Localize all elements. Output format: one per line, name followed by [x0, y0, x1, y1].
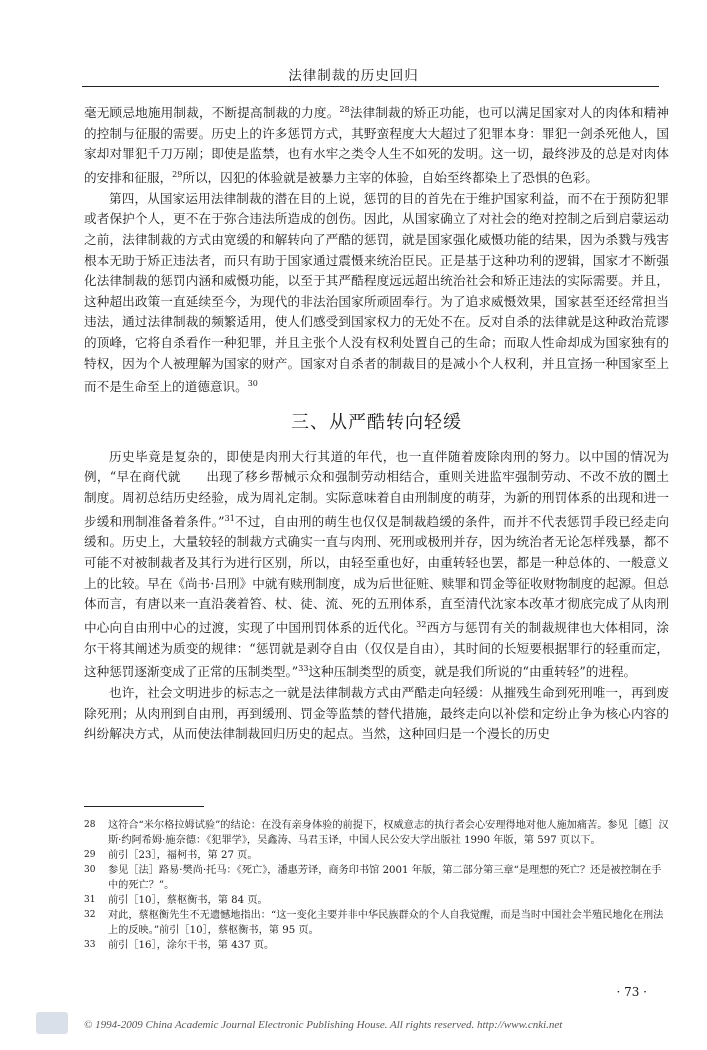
footnote-number: 29	[84, 850, 96, 860]
footnote	[84, 908, 669, 938]
footnote-text: 前引［10］，蔡枢衡书，第 84 页。	[108, 895, 268, 906]
text-run: 法律制裁的矫正功能，也可以满足国家对人的肉体和精神的控制与征服的需要。历史上的许多惩罚方式，其野蛮程度大大超过了犯罪本身：罪犯一剑杀死他人，国家却对罪犯千刀万剐；即使是监禁，也有水牢之类令人生不如死的发明。这一切，最终涉及的总是对肉体的安排和征服，	[84, 105, 670, 186]
footnote-number: 33	[84, 940, 96, 950]
footnote	[84, 938, 669, 953]
footnote-ref[interactable]: 33	[298, 664, 309, 674]
footnote	[84, 848, 669, 863]
footnote-text: 对此，蔡枢衡先生不无遗憾地指出：“这一变化主要并非中华民族群众的个人自我觉醒，而是当时中国社会半殖民地化在刑法上的反映。”前引［10］，蔡枢衡书，第 95 页。	[108, 910, 664, 936]
footnote-rule	[84, 806, 204, 807]
footnote-ref[interactable]: 31	[224, 513, 235, 523]
footnote-text: 参见［法］路易·樊尚·托马：《死亡》，潘惠芳译，商务印书馆 2001 年版，第二部分第三章“是理想的死亡？还是被控制在手中的死亡？”。	[108, 865, 662, 891]
footnote-ref[interactable]: 32	[416, 619, 427, 629]
footnote-ref[interactable]: 28	[339, 105, 350, 114]
article-body	[84, 100, 669, 745]
text-run: 第四，从国家运用法律制裁的潜在目的上说，惩罚的目的首先在于维护国家利益，而不在于预防犯罪或者保护个人，更不在于弥合违法所造成的创伤。因此，从国家确立了对社会的绝对控制之后到启蒙运动之前，法律制裁的方式由宽缓的和解转向了严酷的惩罚，就是国家强化威慑功能的结果，因为杀戮与残害根本无助于矫正违法者，而只有助于国家通过震慑来统治臣民。正是基于这种功利的逻辑，国家才不断强化法律制裁的惩罚内涵和威慑功能，以至于其严酷程度远远超出统治社会和矫正违法的实际需要。并且，这种超出政策一直延续至今，为现代的非法治国家所顽固奉行。为了追求威慑效果，国家甚至还经常担当违法，通过法律制裁的频繁适用，使人们感受到国家权力的无处不在。反对自杀的法律就是这种政治荒谬的顶峰，它将自杀看作一种犯罪，并且主张个人没有权利处置自己的生命；而取人性命却成为国家独有的特权，因为个人被理解为国家的财产。国家对自杀者的制裁目的是减小个人权利，并且宣扬一种国家至上而不是生命至上的道德意识。	[84, 190, 669, 395]
header-rule	[82, 86, 659, 87]
text-run: 历史毕竟是复杂的，即使是肉刑大行其道的年代，也一直伴随着废除肉刑的努力。以中国的情况为例，“早在商代就 出现了移乡帮械示众和强制劳动相结合，重则关进监牢强制劳动、不改不放的圜土制度。周初总结历史经验，成为周礼定制。实际意味着自由刑制度的萌芽，为新的刑罚体系的出现和进一步缓和刑制准备着条件。”	[84, 448, 669, 529]
paragraph-4: 也许，社会文明进步的标志之一就是法律制裁方式由严酷走向轻缓：从摧残生命到死刑唯一，再到废除死刑；从肉刑到自由刑，再到缓刑、罚金等监禁的替代措施，最终走向以补偿和定纷止争为核心内容的纠纷解决方式，从而使法律制裁回归历史的起点。当然，这种回归是一个漫长的历史	[84, 684, 669, 742]
text-run: 所以，囚犯的体验就是被暴力主宰的体验，自始至终都染上了恐惧的色彩。	[182, 170, 598, 186]
footnote-text: 前引［16］，涂尔干书，第 437 页。	[108, 940, 275, 951]
footnote-text: 这符合“米尔格拉姆试验”的结论：在没有亲身体验的前提下，权威意志的执行者会心安理得地对他人施加痛苦。参见［德］汉斯·约阿希姆·施奈德：《犯罪学》，吴鑫涛、马君玉译，中国人民公安大学出版社 1990 年版，第 597 页以下。	[108, 820, 669, 846]
paragraph-2	[84, 189, 669, 398]
footnote-ref[interactable]: 29	[172, 169, 183, 179]
footnote-ref[interactable]: 30	[247, 379, 258, 389]
paragraph-3	[84, 447, 669, 683]
footnote	[84, 893, 669, 908]
text-run: 毫无顾忌地施用制裁，不断提高制裁的力度。	[84, 105, 340, 121]
footnote	[84, 863, 669, 893]
text-run: 不过，自由刑的萌生也仅仅是制裁趋缓的条件，而并不代表惩罚手段已经走向缓和。历史上，大量较轻的制裁方式确实一直与肉刑、死刑或极刑并存，因为统治者无论怎样残暴，都不可能不对被制裁者及其行为进行区别，所以，由轻至重也好，由重转轻也罢，都是一种总体的、一般意义上的比较。早在《尚书·吕刑》中就有赎刑制度，成为后世征赃、赎罪和罚金等征收财物制度的起源。但总体而言，有唐以来一直沿袭着笞、杖、徒、流、死的五刑体系，直至清代沈家本改革才彻底完成了从肉刑中心向自由刑中心的过渡，实现了中国刑罚体系的近代化。	[84, 513, 670, 635]
paragraph-1	[84, 100, 669, 189]
footnote-number: 32	[84, 910, 96, 920]
footnote-number: 31	[84, 895, 96, 905]
footnotes	[84, 818, 669, 953]
text-run: 这种压制类型的质变，就是我们所说的“由重转轻”的进程。	[308, 664, 637, 680]
page-number: · 73 ·	[616, 985, 647, 999]
running-header: 法律制裁的历史回归	[288, 68, 419, 84]
text-run: 西方与惩罚有关的制裁规律也大体相同，涂尔干将其阐述为质变的规律：“惩罚就是剥夺自由（仅仅是自由），其时间的长短要根据罪行的轻重而定，这种惩罚逐渐变成了正常的压制类型。”	[84, 620, 670, 680]
footnote	[84, 818, 669, 848]
cnki-logo-icon	[36, 1012, 68, 1034]
footnote-number: 28	[84, 820, 96, 830]
section-title: 三、从严酷转向轻缓	[291, 411, 462, 433]
footnote-number: 30	[84, 865, 96, 875]
copyright-notice: © 1994-2009 China Academic Journal Electronic Publishing House. All rights reserved. http://www.cnki.net	[84, 1019, 563, 1031]
footnote-text: 前引［23］，福柯书，第 27 页。	[108, 850, 258, 861]
